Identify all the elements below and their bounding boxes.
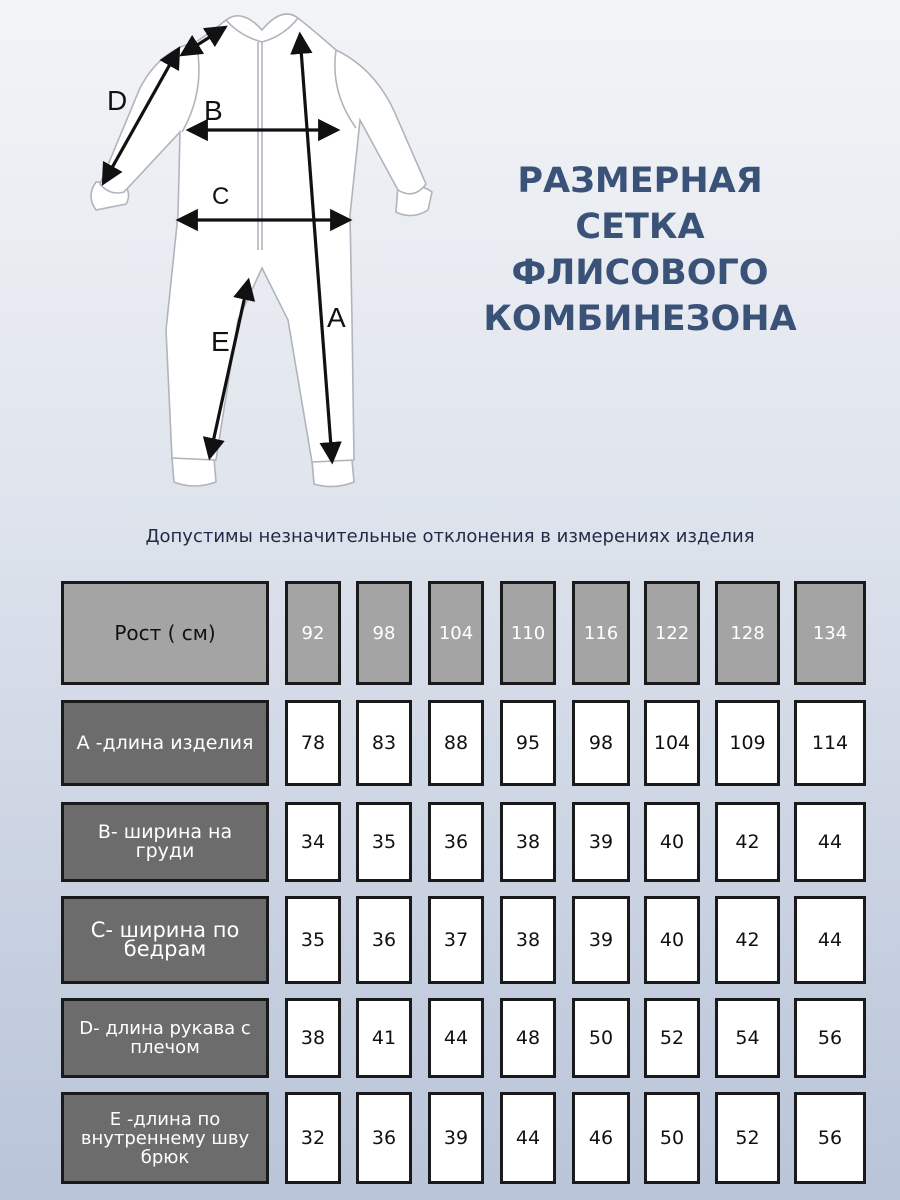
value-cell: 36: [428, 802, 484, 882]
row-label-chest: В- ширина на груди: [61, 802, 269, 882]
value-cell: 109: [715, 700, 780, 786]
jumpsuit-outline: [91, 14, 432, 487]
value-cell: 38: [500, 896, 556, 984]
title-line: ФЛИСОВОГО: [511, 253, 769, 293]
value-cell: 37: [428, 896, 484, 984]
value-cell: 44: [428, 998, 484, 1078]
value-cell: 52: [644, 998, 700, 1078]
value-cell: 34: [285, 802, 341, 882]
value-cell: 39: [428, 1092, 484, 1184]
value-cell: 42: [715, 896, 780, 984]
value-cell: 36: [356, 1092, 412, 1184]
jumpsuit-diagram: [0, 0, 470, 500]
title-line: РАЗМЕРНАЯ: [517, 161, 763, 201]
value-cell: 39: [572, 896, 630, 984]
label-d: D: [107, 85, 128, 116]
value-cell: 46: [572, 1092, 630, 1184]
value-cell: 56: [794, 998, 866, 1078]
header-height-label: Рост ( см): [61, 581, 269, 685]
size-header-cell: 134: [794, 581, 866, 685]
jumpsuit-drawing: [0, 0, 470, 500]
tolerance-note: Допустимы незначительные отклонения в измерениях изделия: [145, 526, 755, 547]
row-label-hips: С- ширина по бедрам: [61, 896, 269, 984]
size-header-cell: 110: [500, 581, 556, 685]
value-cell: 39: [572, 802, 630, 882]
value-cell: 41: [356, 998, 412, 1078]
row-label-length: А -длина изделия: [61, 700, 269, 786]
value-cell: 50: [644, 1092, 700, 1184]
size-header-cell: 104: [428, 581, 484, 685]
row-label-sleeve: D- длина рукава с плечом: [61, 998, 269, 1078]
value-cell: 78: [285, 700, 341, 786]
size-header-cell: 116: [572, 581, 630, 685]
value-cell: 42: [715, 802, 780, 882]
value-cell: 104: [644, 700, 700, 786]
value-cell: 40: [644, 802, 700, 882]
size-header-cell: 98: [356, 581, 412, 685]
value-cell: 50: [572, 998, 630, 1078]
value-cell: 38: [285, 998, 341, 1078]
page-title: [440, 158, 840, 342]
value-cell: 88: [428, 700, 484, 786]
value-cell: 54: [715, 998, 780, 1078]
value-cell: 52: [715, 1092, 780, 1184]
value-cell: 56: [794, 1092, 866, 1184]
label-a: A: [327, 302, 346, 333]
label-e: E: [211, 326, 230, 357]
title-line: КОМБИНЕЗОНА: [483, 299, 797, 339]
value-cell: 98: [572, 700, 630, 786]
value-cell: 36: [356, 896, 412, 984]
value-cell: 38: [500, 802, 556, 882]
size-header-cell: 122: [644, 581, 700, 685]
row-label-inseam: Е -длина по внутреннему шву брюк: [61, 1092, 269, 1184]
value-cell: 40: [644, 896, 700, 984]
size-header-cell: 92: [285, 581, 341, 685]
value-cell: 35: [356, 802, 412, 882]
value-cell: 114: [794, 700, 866, 786]
label-b: B: [204, 95, 223, 126]
value-cell: 95: [500, 700, 556, 786]
value-cell: 83: [356, 700, 412, 786]
value-cell: 32: [285, 1092, 341, 1184]
value-cell: 48: [500, 998, 556, 1078]
value-cell: 44: [794, 896, 866, 984]
value-cell: 35: [285, 896, 341, 984]
value-cell: 44: [794, 802, 866, 882]
value-cell: 44: [500, 1092, 556, 1184]
label-c: C: [212, 183, 230, 210]
size-header-cell: 128: [715, 581, 780, 685]
title-line: СЕТКА: [575, 207, 705, 247]
